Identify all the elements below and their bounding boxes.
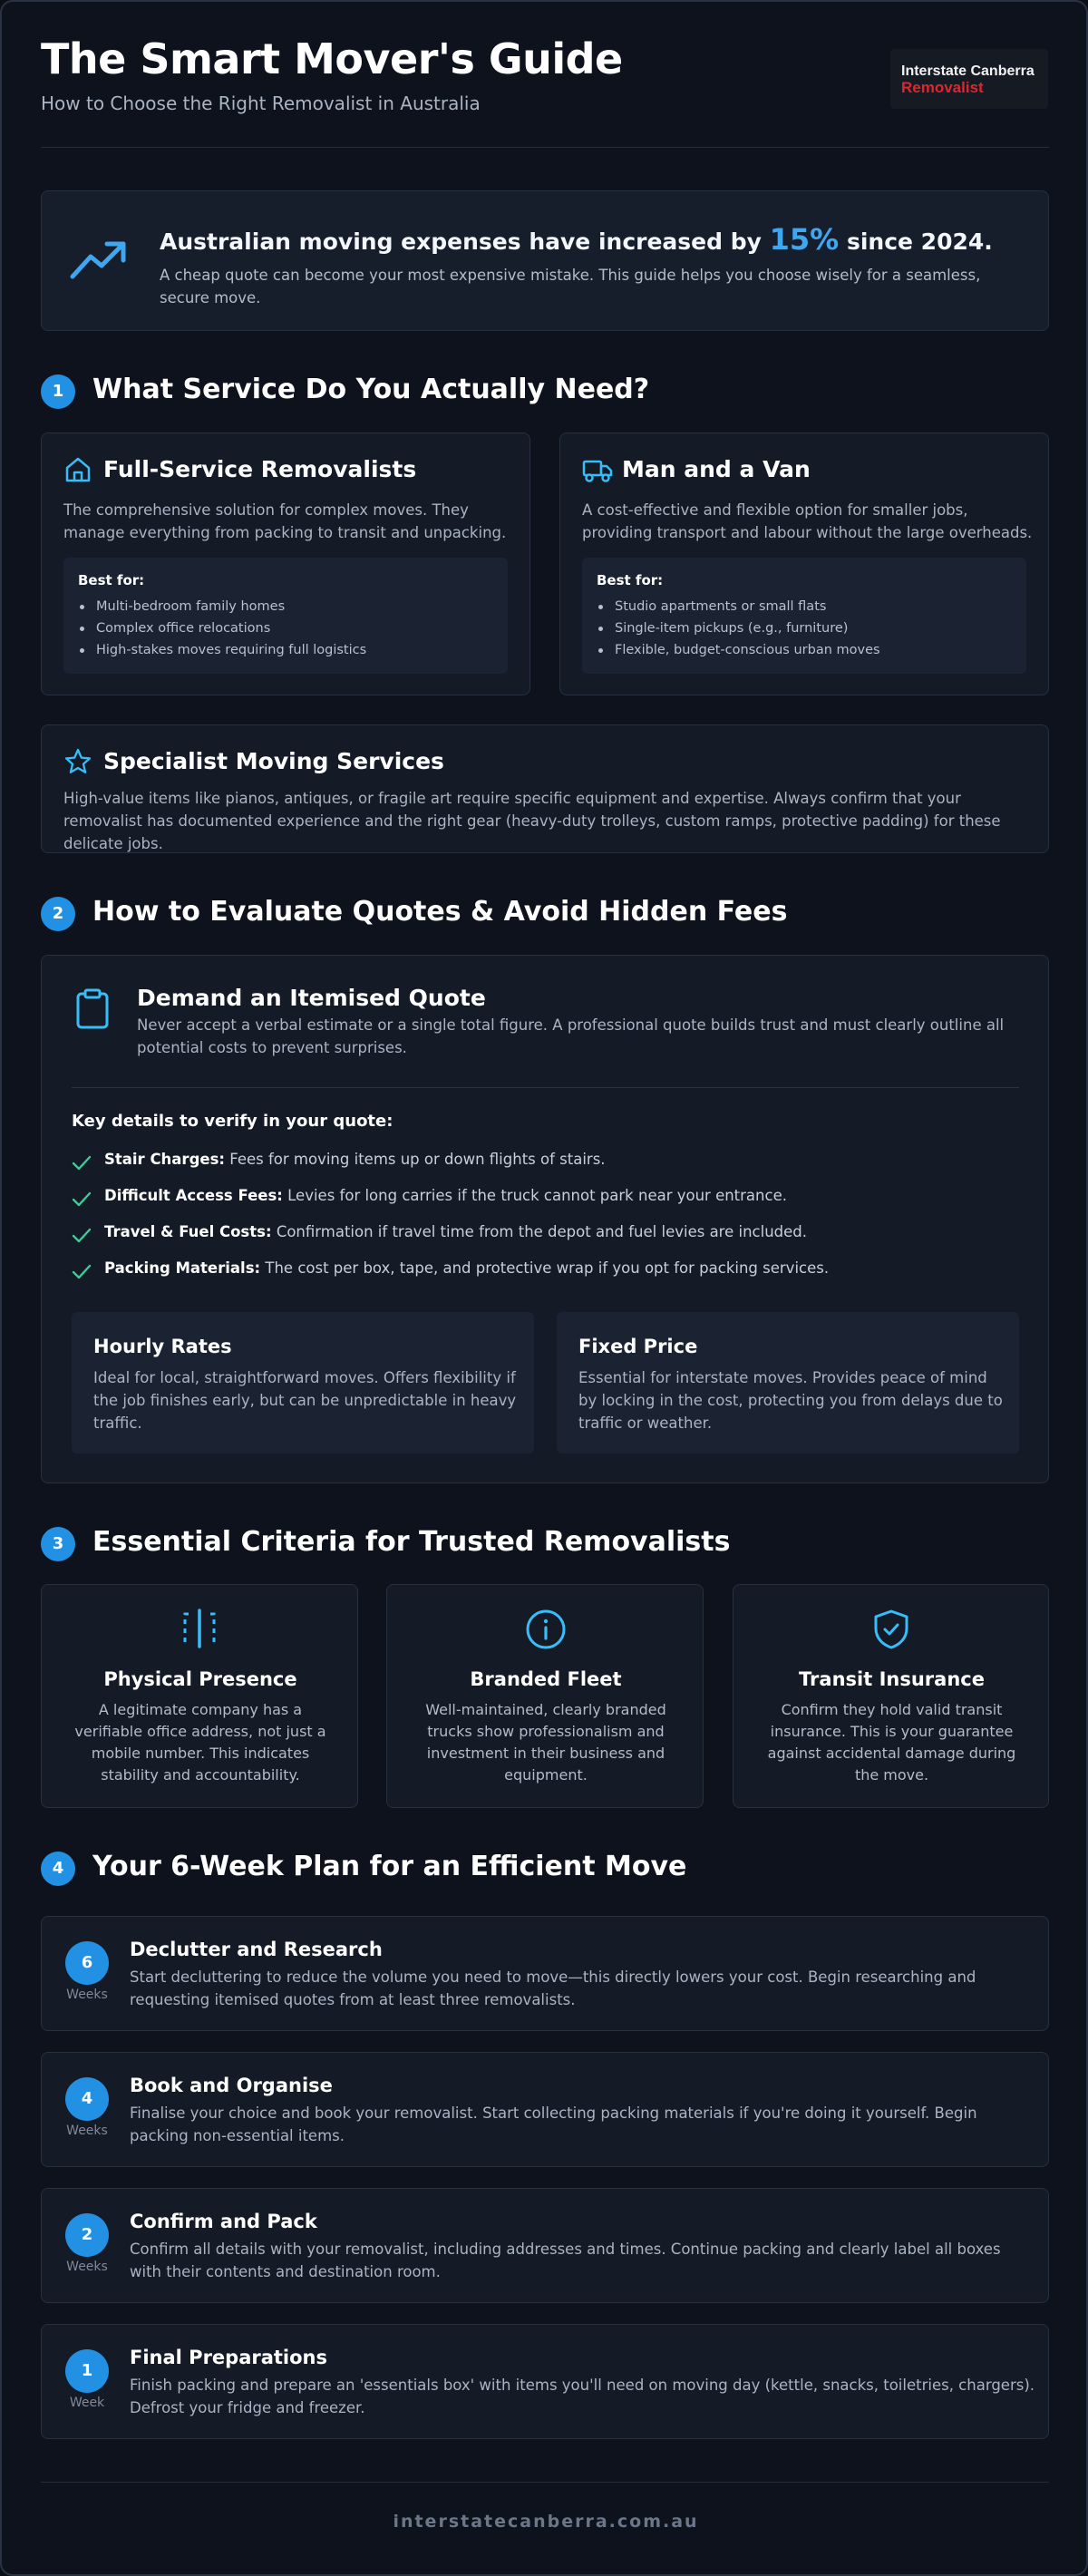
building-icon <box>178 1609 221 1648</box>
step-description: Finish packing and prepare an 'essentials box' with items you'll need on moving day (kettle, snacks, toiletries, chargers). Defrost your fridge and freezer. <box>130 2377 1035 2416</box>
pricing-description: Ideal for local, straightforward moves. Offers flexibility if the job finishes early, but can be unpredictable in heavy traffic. <box>93 1369 517 1432</box>
best-for-label: Best for: <box>597 572 664 588</box>
quote-title: Demand an Itemised Quote <box>137 985 486 1011</box>
list-item: High-stakes moves requiring full logistics <box>78 639 366 661</box>
best-for-box <box>582 558 1026 674</box>
list-item: Complex office relocations <box>78 617 366 639</box>
truck-icon <box>582 457 613 484</box>
step-number: 2 <box>65 2213 109 2257</box>
criteria-description: Confirm they hold valid transit insurance. This is your guarantee against accidental damage during the move. <box>767 1701 1016 1784</box>
section-number: 1 <box>41 374 75 409</box>
check-icon <box>72 1227 92 1243</box>
house-icon <box>63 455 92 484</box>
specialist-description: High-value items like pianos, antiques, or fragile art require specific equipment and expertise. Always confirm that your removalist has documented experience and the right gear (heavy-duty trolleys, custom ramps, protective padding) for these delicate jobs. <box>63 790 1001 852</box>
checklist-item: Travel & Fuel Costs: Confirmation if travel time from the depot and fuel levies are included. <box>72 1223 807 1240</box>
service-card-van <box>559 433 1049 695</box>
service-title: Man and a Van <box>622 456 811 482</box>
best-for-box <box>63 558 508 674</box>
footer-divider <box>41 2482 1049 2483</box>
best-for-label: Best for: <box>78 572 145 588</box>
service-description: A cost-effective and flexible option for smaller jobs, providing transport and labour without the large overheads. <box>582 501 1033 541</box>
logo-line-1: Interstate Canberra <box>901 63 1035 79</box>
service-title: Full-Service Removalists <box>103 456 417 482</box>
step-description: Start decluttering to reduce the volume you need to move—this directly lowers your cost. Begin researching and requesting itemised quotes from at least three removalists. <box>130 1968 976 2008</box>
criteria-title: Physical Presence <box>103 1668 297 1690</box>
quote-description: Never accept a verbal estimate or a single total figure. A professional quote builds trust and must clearly outline all potential costs to prevent surprises. <box>137 1016 1005 1056</box>
best-for-list <box>78 596 366 661</box>
criteria-description: A legitimate company has a verifiable office address, not just a mobile number. This indicates stability and accountability. <box>74 1701 326 1784</box>
alert-headline: Australian moving expenses have increased by 15% since 2024. <box>160 222 993 257</box>
footer-website[interactable]: interstatecanberra.com.au <box>393 2512 699 2532</box>
specialist-card <box>41 724 1049 853</box>
alert-description: A cheap quote can become your most expensive mistake. This guide helps you choose wisely for a seamless, secure move. <box>160 267 981 306</box>
section-title: Your 6-Week Plan for an Efficient Move <box>92 1851 687 1882</box>
pricing-title: Hourly Rates <box>93 1336 232 1357</box>
list-item: Multi-bedroom family homes <box>78 596 366 617</box>
checklist-item: Packing Materials: The cost per box, tape, and protective wrap if you opt for packing services. <box>72 1259 829 1277</box>
quote-card <box>41 955 1049 1483</box>
step-title: Declutter and Research <box>130 1939 383 1960</box>
criteria-title: Transit Insurance <box>799 1668 985 1690</box>
criteria-description: Well-maintained, clearly branded trucks show professionalism and investment in their business and equipment. <box>425 1701 666 1784</box>
step-title: Final Preparations <box>130 2347 328 2368</box>
section-title: How to Evaluate Quotes & Avoid Hidden Fees <box>92 896 788 928</box>
pricing-card-hourly <box>72 1312 534 1453</box>
step-number: 6 <box>65 1941 109 1985</box>
plan-step <box>41 1916 1049 2031</box>
page-subtitle: How to Choose the Right Removalist in Australia <box>41 92 481 114</box>
checklist-heading: Key details to verify in your quote: <box>72 1112 393 1131</box>
step-title: Book and Organise <box>130 2075 333 2096</box>
criteria-title: Branded Fleet <box>470 1668 622 1690</box>
checklist-item: Stair Charges: Fees for moving items up or down flights of stairs. <box>72 1151 606 1168</box>
step-unit: Weeks <box>66 2124 108 2138</box>
clipboard-icon <box>74 988 111 1030</box>
checklist-item: Difficult Access Fees: Levies for long carries if the truck cannot park near your entrance. <box>72 1187 787 1204</box>
plan-step <box>41 2188 1049 2303</box>
section-number: 2 <box>41 897 75 931</box>
pricing-card-fixed <box>557 1312 1019 1453</box>
check-icon <box>72 1154 92 1171</box>
pricing-description: Essential for interstate moves. Provides peace of mind by locking in the cost, protecting you from delays due to traffic or weather. <box>578 1369 1003 1432</box>
header-divider <box>41 147 1049 148</box>
service-description: The comprehensive solution for complex moves. They manage everything from packing to transit and unpacking. <box>63 501 507 541</box>
step-description: Confirm all details with your removalist, including addresses and times. Continue packing and clearly label all boxes with their contents and destination room. <box>130 2241 1001 2280</box>
logo-line-2: Removalist <box>901 79 984 96</box>
criteria-card <box>41 1584 358 1808</box>
list-item: Studio apartments or small flats <box>597 596 880 617</box>
list-item: Flexible, budget-conscious urban moves <box>597 639 880 661</box>
section-title: Essential Criteria for Trusted Removalists <box>92 1526 731 1558</box>
criteria-card <box>733 1584 1049 1808</box>
pricing-title: Fixed Price <box>578 1336 698 1357</box>
service-card-full <box>41 433 530 695</box>
step-title: Confirm and Pack <box>130 2211 317 2232</box>
criteria-card <box>386 1584 704 1808</box>
plan-step <box>41 2052 1049 2167</box>
specialist-title: Specialist Moving Services <box>103 748 444 774</box>
step-unit: Weeks <box>66 1988 108 2002</box>
info-icon <box>525 1609 567 1650</box>
quote-divider <box>72 1087 1019 1088</box>
step-number: 4 <box>65 2077 109 2121</box>
step-description: Finalise your choice and book your removalist. Start collecting packing materials if you're doing it yourself. Begin packing non-essential items. <box>130 2105 977 2144</box>
section-number: 4 <box>41 1852 75 1886</box>
check-icon <box>72 1263 92 1279</box>
star-icon <box>63 747 92 776</box>
best-for-list <box>597 596 880 661</box>
section-number: 3 <box>41 1527 75 1561</box>
plan-step <box>41 2324 1049 2439</box>
step-number: 1 <box>65 2349 109 2393</box>
section-title: What Service Do You Actually Need? <box>92 374 650 405</box>
cost-alert-card <box>41 190 1049 331</box>
brand-logo <box>890 49 1048 109</box>
alert-stat: 15% <box>769 222 840 257</box>
list-item: Single-item pickups (e.g., furniture) <box>597 617 880 639</box>
page-title: The Smart Mover's Guide <box>41 34 623 83</box>
trending-up-icon <box>69 237 129 282</box>
step-unit: Weeks <box>66 2260 108 2274</box>
step-unit: Week <box>69 2396 105 2410</box>
check-icon <box>72 1191 92 1207</box>
shield-check-icon <box>871 1609 911 1650</box>
